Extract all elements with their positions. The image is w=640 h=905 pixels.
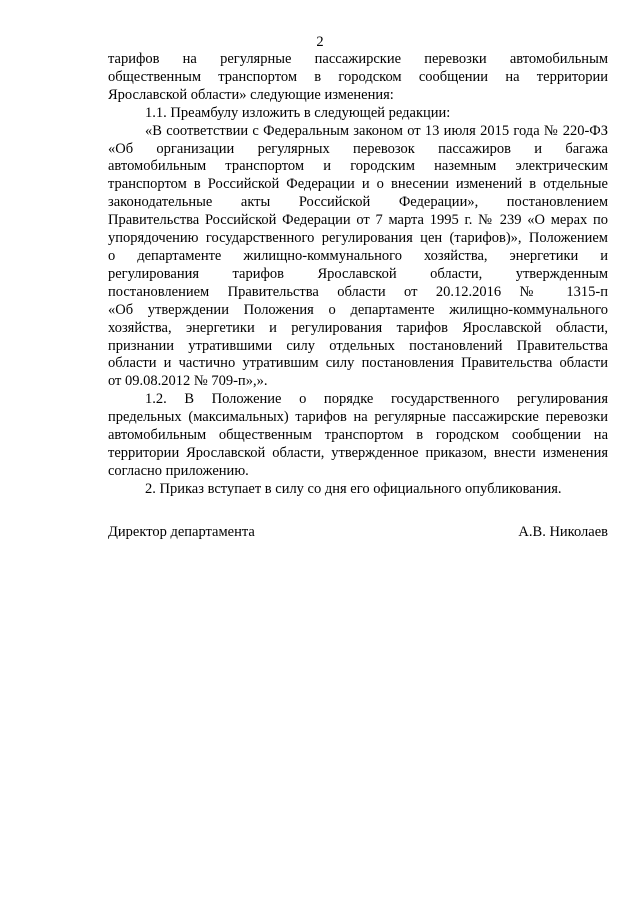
text-line: законодательные акты Российской Федерации», постановлением — [108, 194, 608, 211]
text-line: 1.2. В Положение о порядке государственного регулирования — [145, 391, 608, 408]
text-line: общественным транспортом в городском сообщении на территории — [108, 68, 608, 85]
text-line: автомобильным общественным транспортом в городском сообщении на — [108, 427, 608, 444]
signatory-title: Директор департамента — [108, 524, 255, 540]
document-body — [108, 51, 608, 499]
text-line: тарифов на регулярные пассажирские перевозки автомобильным — [108, 51, 608, 67]
text-line: «Об утверждении Положения о департаменте жилищно-коммунального — [108, 301, 608, 318]
text-line: от 09.08.2012 № 709-п»,». — [108, 373, 268, 390]
page-number: 2 — [316, 34, 324, 50]
text-line: хозяйства, энергетики и регулирования тарифов Ярославской области, — [108, 319, 608, 336]
text-line: Правительства Российской Федерации от 7 марта 1995 г. № 239 «О мерах по — [108, 212, 608, 229]
text-line: территории Ярославской области, утвержденное приказом, внести изменения — [108, 444, 608, 461]
text-line: постановлением Правительства области от 20.12.2016 № 1315-п — [108, 283, 608, 300]
text-line: регулирования тарифов Ярославской области, утвержденным — [108, 265, 608, 282]
signatory-name: А.В. Николаев — [518, 524, 608, 540]
text-line: о департаменте жилищно-коммунального хозяйства, энергетики и — [108, 247, 608, 264]
text-line: упорядочению государственного регулирования цен (тарифов)», Положением — [108, 230, 608, 247]
text-line: автомобильным транспортом и городским наземным электрическим — [108, 158, 608, 175]
text-line: Ярославской области» следующие изменения: — [108, 86, 394, 103]
text-line: «Об организации регулярных перевозок пассажиров и багажа — [108, 140, 608, 157]
text-line: 2. Приказ вступает в силу со дня его официального опубликования. — [145, 480, 562, 497]
text-line: транспортом в Российской Федерации и о внесении изменений в отдельные — [108, 176, 608, 193]
text-line: 1.1. Преамбулу изложить в следующей редакции: — [145, 104, 451, 121]
text-line: области и частично утратившим силу постановления Правительства области — [108, 355, 608, 372]
text-line: предельных (максимальных) тарифов на регулярные пассажирские перевозки — [108, 409, 608, 426]
text-line: «В соответствии с Федеральным законом от 13 июля 2015 года № 220-ФЗ — [145, 122, 608, 139]
text-line: признании утратившими силу отдельных постановлений Правительства — [108, 337, 608, 354]
text-line: согласно приложению. — [108, 462, 249, 479]
